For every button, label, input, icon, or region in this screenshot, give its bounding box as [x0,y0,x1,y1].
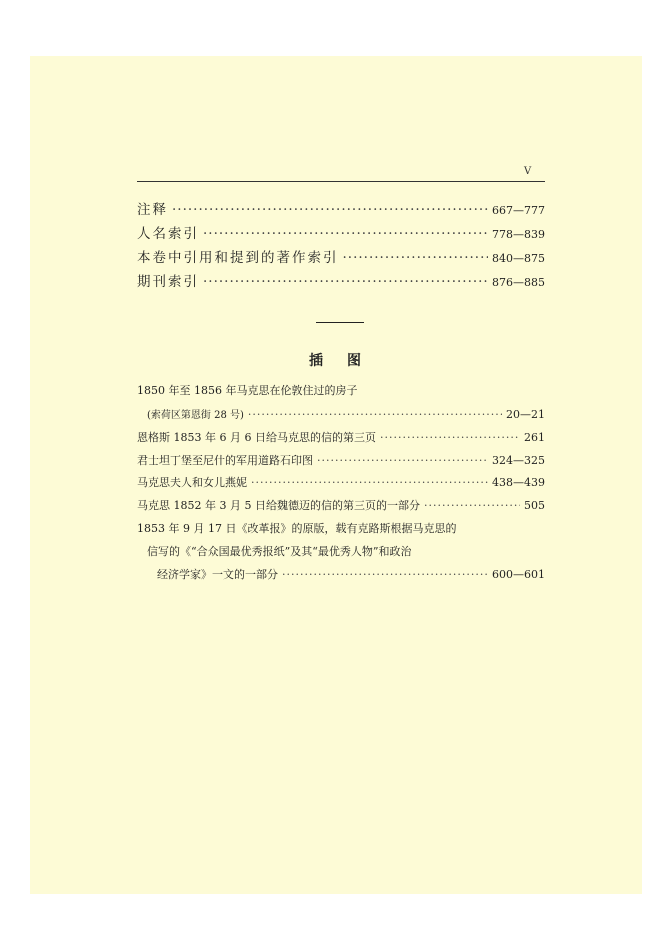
dot-leader [172,202,488,218]
dot-leader [317,454,488,467]
dot-leader [248,408,502,421]
toc-entry-label: 本卷中引用和提到的著作索引 [137,250,339,266]
toc-entry-notes[interactable] [137,198,545,218]
toc-entry-pages: 840—875 [492,252,545,265]
toc-entry-pages: 667—777 [492,204,545,217]
dot-leader [343,250,489,266]
illustration-pages: 505 [524,499,545,512]
illustration-1-line1: 1850 年至 1856 年马克思在伦敦住过的房子 [137,384,358,397]
dot-leader [203,274,488,290]
toc-entry-pages: 778—839 [492,228,545,241]
section-divider [316,322,364,323]
illustration-label: 马克思 1852 年 3 月 5 日给魏德迈的信的第三页的一部分 [137,499,420,512]
toc-entry-periodicals-index[interactable] [137,270,545,290]
illustration-3[interactable] [137,452,545,468]
illustration-pages: 261 [524,431,545,444]
toc-entry-works-index[interactable] [137,246,545,266]
toc-entry-name-index[interactable] [137,222,545,242]
illustration-2[interactable] [137,429,545,445]
illustration-5[interactable] [137,497,545,513]
illustrations-heading: 插图 [309,353,385,369]
illustration-label: 马克思夫人和女儿燕妮 [137,476,247,489]
illustration-pages: 438—439 [492,476,545,489]
illustration-pages: 600—601 [492,568,545,581]
illustration-label: 经济学家》一文的一部分 [157,568,278,581]
illustration-6-line2: 信写的《“合众国最优秀报纸”及其“最优秀人物”和政治 [147,545,412,558]
illustration-6[interactable] [157,566,545,582]
dot-leader [251,476,488,489]
illustration-label: (索荷区第恩街 28 号) [147,410,244,421]
dot-leader [282,568,488,581]
dot-leader [424,499,520,512]
illustration-1[interactable] [147,406,545,421]
illustration-4[interactable] [137,474,545,490]
toc-entry-label: 期刊索引 [137,274,199,290]
toc-entry-label: 人名索引 [137,226,199,242]
illustration-label: 君士坦丁堡至尼什的军用道路石印图 [137,454,313,467]
dot-leader [203,226,488,242]
illustration-pages: 324—325 [492,454,545,467]
illustration-pages: 20—21 [506,408,545,421]
dot-leader [380,431,520,444]
toc-entry-pages: 876—885 [492,276,545,289]
illustration-6-line1: 1853 年 9 月 17 日《改革报》的原版，载有克路斯根据马克思的 [137,522,457,535]
toc-entry-label: 注释 [137,202,168,218]
page-number: V [524,166,532,177]
header-rule [137,181,545,182]
illustration-label: 恩格斯 1853 年 6 月 6 日给马克思的信的第三页 [137,431,376,444]
